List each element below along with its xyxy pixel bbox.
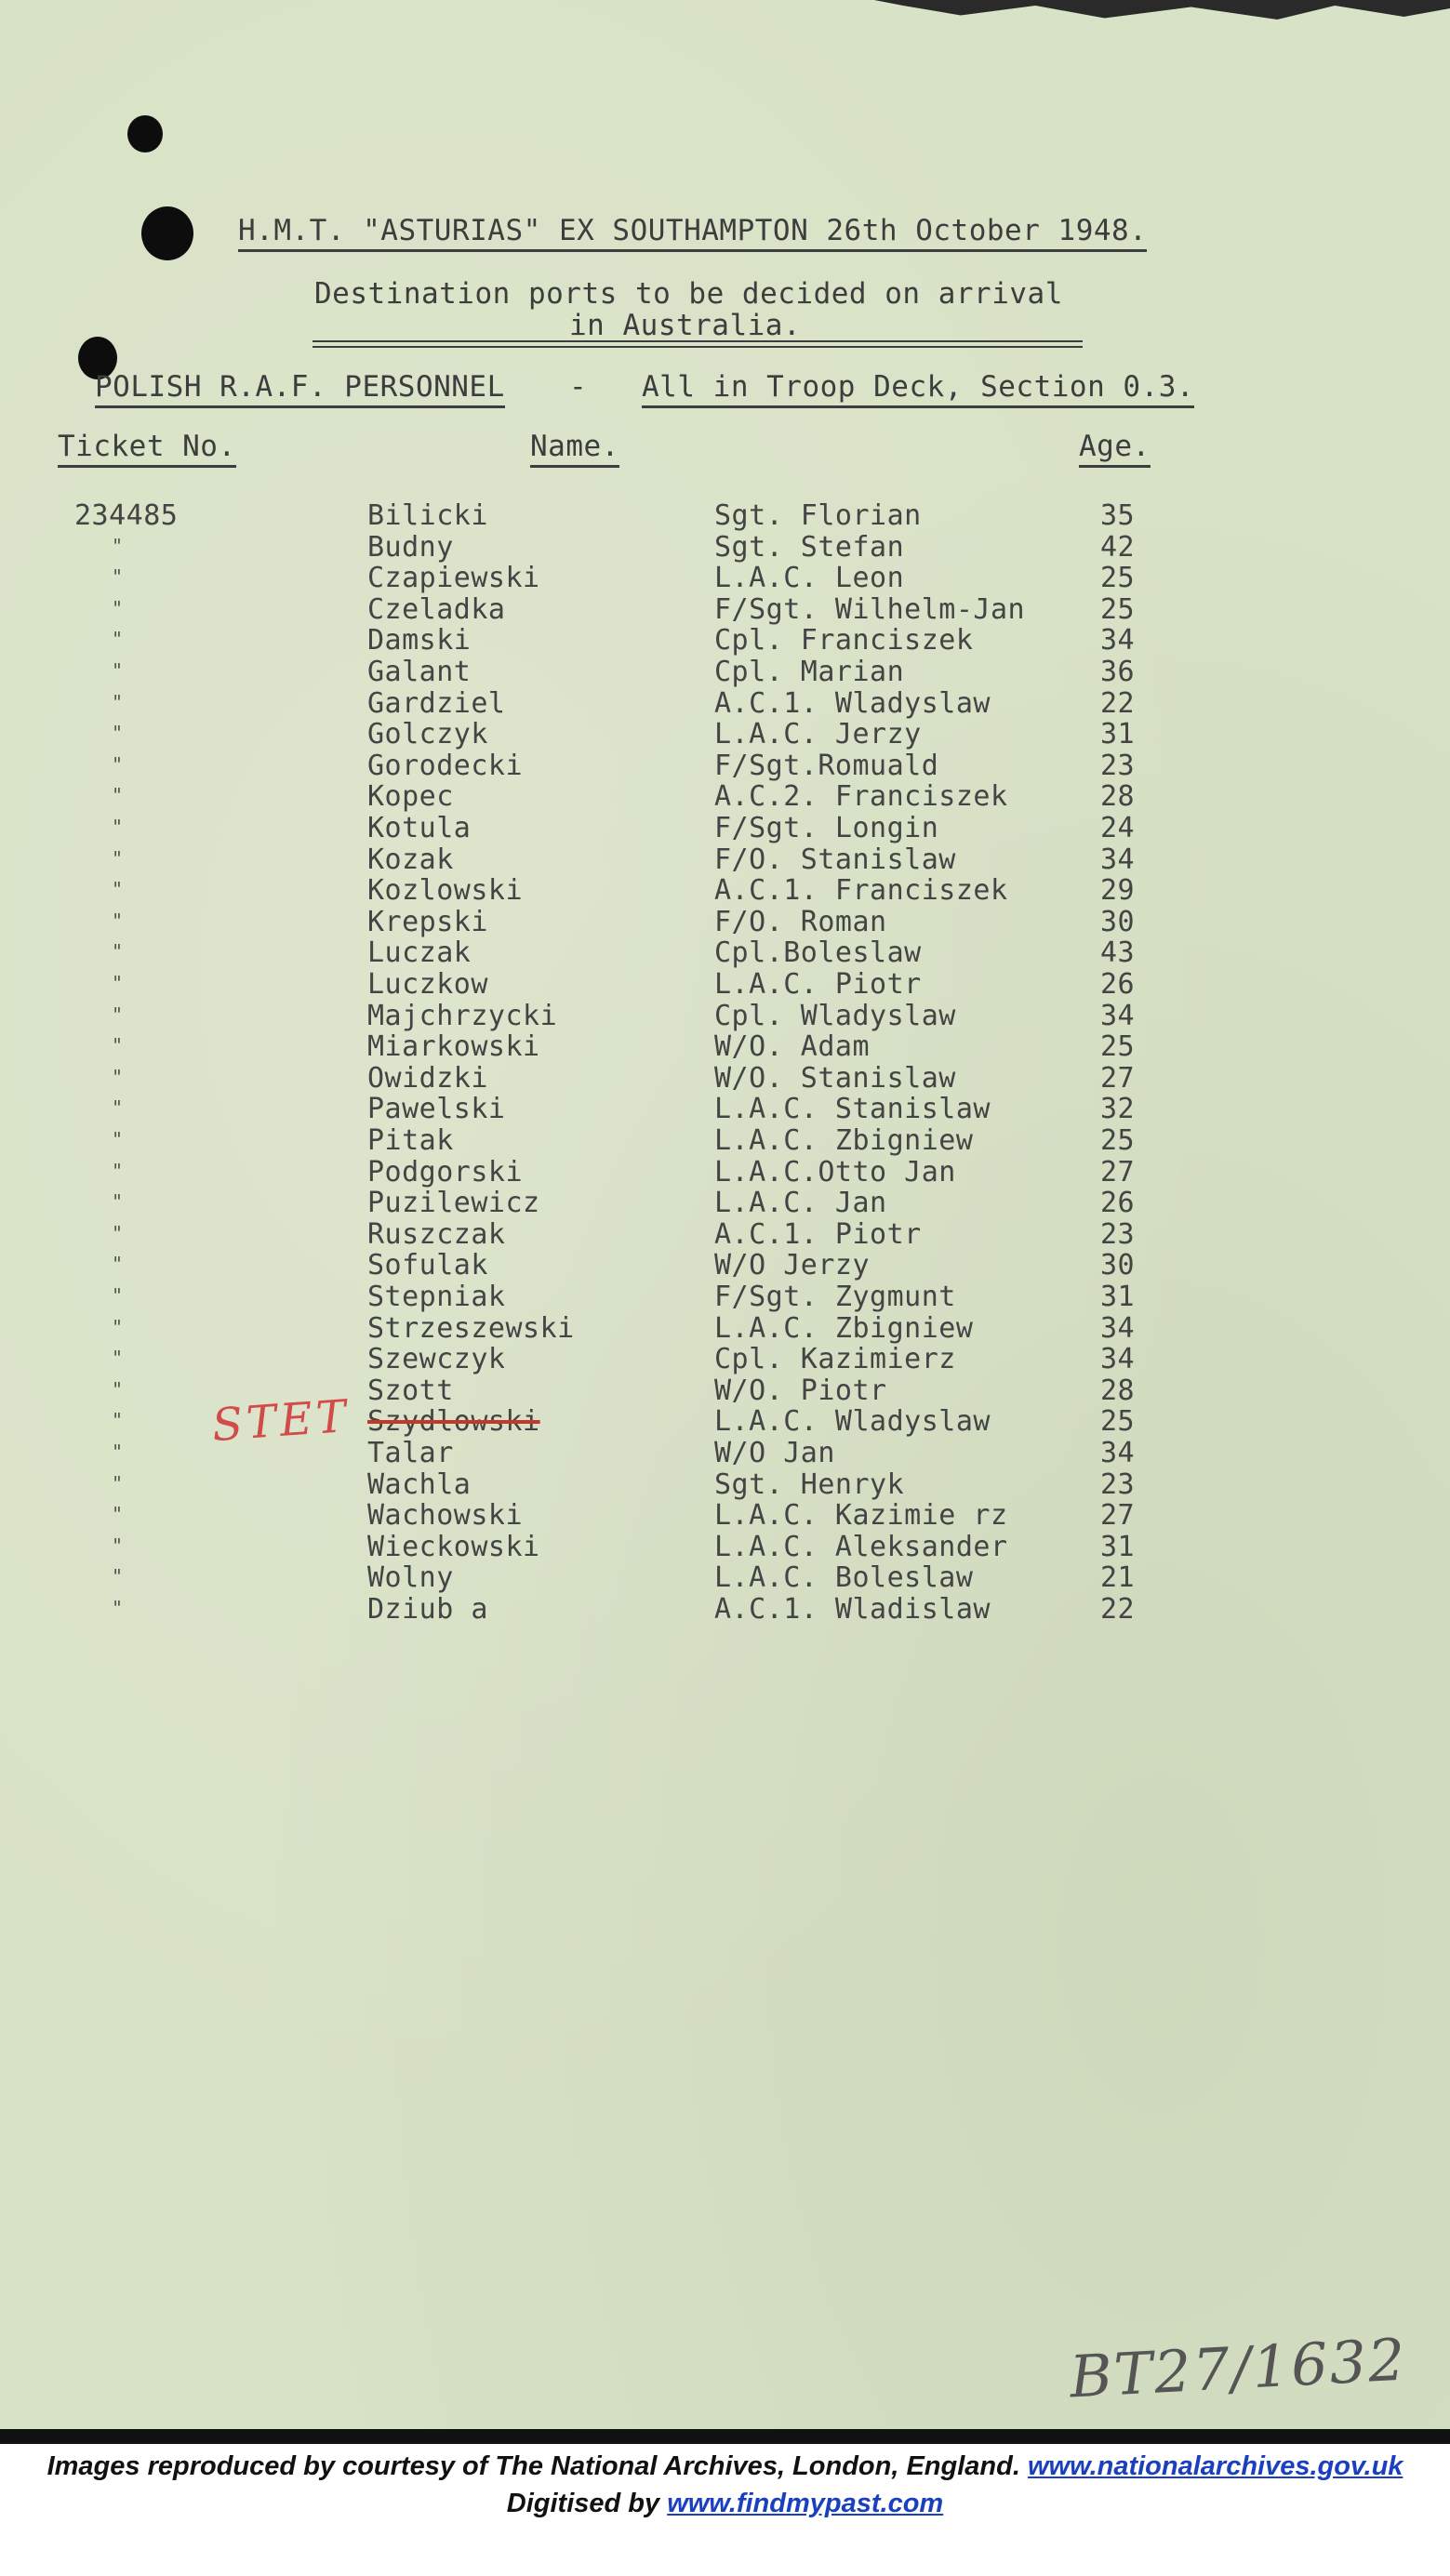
rank-and-given-name: F/Sgt.Romuald <box>714 749 939 782</box>
ditto-mark: " <box>112 1409 124 1432</box>
list-item <box>0 1561 1450 1595</box>
ditto-mark: " <box>112 1284 124 1307</box>
location-label: All in Troop Deck, Section 0.3. <box>642 370 1194 408</box>
rank-and-given-name: L.A.C. Zbigniew <box>714 1124 974 1157</box>
surname: Budny <box>367 530 454 564</box>
ditto-mark: " <box>112 534 124 557</box>
age: 27 <box>1100 1499 1136 1533</box>
age: 42 <box>1100 530 1136 564</box>
ditto-mark: " <box>112 1503 124 1526</box>
surname: Kozlowski <box>367 874 524 908</box>
surname: Puzilewicz <box>367 1187 540 1220</box>
list-item <box>0 1030 1450 1064</box>
age: 28 <box>1100 1374 1136 1407</box>
age: 25 <box>1100 1405 1136 1439</box>
list-item <box>0 843 1450 874</box>
rank-and-given-name: Cpl. Kazimierz <box>714 1343 956 1376</box>
ditto-mark: " <box>112 1471 124 1494</box>
rank-and-given-name: L.A.C. Stanislaw <box>714 1093 991 1126</box>
surname: Pawelski <box>367 1093 506 1126</box>
ditto-mark: " <box>112 816 124 838</box>
rank-and-given-name: Cpl. Marian <box>714 656 905 688</box>
surname: Sofulak <box>367 1249 488 1282</box>
surname: Luczak <box>367 936 472 970</box>
ditto-mark: " <box>112 752 124 776</box>
list-item <box>0 1468 1450 1499</box>
rank-and-given-name: W/O Jan <box>714 1437 835 1469</box>
ditto-mark: " <box>112 659 124 682</box>
ditto-mark: " <box>112 596 124 619</box>
age: 25 <box>1100 562 1136 595</box>
list-item <box>0 780 1450 814</box>
rank-and-given-name: Sgt. Stefan <box>714 530 905 564</box>
surname: Ruszczak <box>367 1217 506 1251</box>
surname: Gardziel <box>367 686 506 720</box>
rank-and-given-name: W/O. Adam <box>714 1030 871 1064</box>
group-dash: - <box>569 370 588 404</box>
age: 34 <box>1100 999 1136 1032</box>
list-item <box>0 1218 1450 1249</box>
age: 22 <box>1100 1593 1136 1626</box>
age: 23 <box>1100 749 1136 782</box>
age: 31 <box>1100 1530 1136 1563</box>
rank-and-given-name: F/O. Roman <box>714 905 887 938</box>
ditto-mark: " <box>112 940 124 963</box>
rank-and-given-name: A.C.1. Wladislaw <box>714 1593 991 1626</box>
rank-and-given-name: Cpl. Franciszek <box>714 624 974 657</box>
surname: Podgorski <box>367 1155 524 1188</box>
torn-edge <box>874 0 1450 28</box>
age: 25 <box>1100 1124 1136 1157</box>
surname: Szydlowski <box>367 1405 540 1439</box>
list-item <box>0 1343 1450 1374</box>
destination-line-2: in Australia. <box>569 309 802 342</box>
rank-and-given-name: L.A.C. Jan <box>714 1187 887 1220</box>
age: 27 <box>1100 1061 1136 1095</box>
list-item <box>0 1000 1450 1030</box>
ditto-mark: " <box>112 1597 124 1619</box>
age: 34 <box>1100 1343 1136 1376</box>
surname: Talar <box>367 1437 454 1469</box>
punch-hole-middle <box>141 206 193 260</box>
surname: Wachla <box>367 1467 472 1501</box>
surname: Golczyk <box>367 718 488 751</box>
rank-and-given-name: W/O. Piotr <box>714 1374 887 1407</box>
list-item <box>0 562 1450 595</box>
list-item <box>0 906 1450 936</box>
age: 31 <box>1100 1281 1136 1313</box>
rank-and-given-name: F/O. Stanislaw <box>714 843 956 876</box>
ditto-mark: " <box>112 846 124 870</box>
rank-and-given-name: F/Sgt. Wilhelm-Jan <box>714 592 1026 626</box>
list-item <box>0 1093 1450 1126</box>
rank-and-given-name: L.A.C. Wladyslaw <box>714 1405 991 1439</box>
ditto-mark: " <box>112 1096 124 1120</box>
age: 21 <box>1100 1561 1136 1595</box>
ditto-mark: " <box>112 1159 124 1182</box>
footer-credit: Images reproduced by courtesy of The National Archives, London, England. <box>47 2451 1020 2481</box>
ditto-mark: " <box>112 565 124 589</box>
stet-annotation: STET <box>210 1389 352 1453</box>
surname: Krepski <box>367 905 488 938</box>
age: 26 <box>1100 1187 1136 1220</box>
surname: Galant <box>367 656 472 688</box>
ditto-mark: " <box>112 1034 124 1057</box>
rank-and-given-name: Cpl. Wladyslaw <box>714 999 956 1032</box>
age: 35 <box>1100 499 1136 532</box>
rank-and-given-name: L.A.C. Leon <box>714 562 905 595</box>
age: 32 <box>1100 1093 1136 1126</box>
list-item <box>0 687 1450 718</box>
surname: Luczkow <box>367 968 488 1001</box>
surname: Bilicki <box>367 499 488 532</box>
surname: Strzeszewski <box>367 1311 575 1345</box>
surname: Stepniak <box>367 1281 506 1313</box>
age: 29 <box>1100 874 1136 908</box>
list-item <box>0 1187 1450 1220</box>
ditto-mark: " <box>112 909 124 932</box>
surname: Owidzki <box>367 1061 488 1095</box>
age: 26 <box>1100 968 1136 1001</box>
surname: Wachowski <box>367 1499 524 1533</box>
surname: Pitak <box>367 1124 454 1157</box>
ditto-mark: " <box>112 690 124 713</box>
ditto-mark: " <box>112 1565 124 1588</box>
ditto-mark: " <box>112 628 124 651</box>
age: 34 <box>1100 624 1136 657</box>
ditto-mark: " <box>112 1003 124 1026</box>
ditto-mark: " <box>112 722 124 745</box>
surname: Czeladka <box>367 592 506 626</box>
list-item <box>0 1281 1450 1311</box>
age: 36 <box>1100 656 1136 688</box>
surname: Kotula <box>367 812 472 844</box>
list-item <box>0 812 1450 843</box>
destination-underline-2 <box>313 346 1083 348</box>
column-header-age: Age. <box>1079 430 1151 468</box>
list-item <box>0 1062 1450 1093</box>
list-item <box>0 1499 1450 1533</box>
age: 34 <box>1100 843 1136 876</box>
ditto-mark: " <box>112 1065 124 1088</box>
rank-and-given-name: A.C.2. Franciszek <box>714 780 1008 814</box>
surname: Miarkowski <box>367 1030 540 1064</box>
surname: Kozak <box>367 843 454 876</box>
rank-and-given-name: L.A.C. Boleslaw <box>714 1561 974 1595</box>
surname: Dziub a <box>367 1593 488 1626</box>
scan-edge <box>0 2429 1450 2444</box>
surname: Damski <box>367 624 472 657</box>
ticket-number: 234485 <box>74 499 179 532</box>
list-item <box>0 531 1450 562</box>
list-item <box>0 936 1450 970</box>
list-item <box>0 656 1450 686</box>
rank-and-given-name: L.A.C. Kazimie rz <box>714 1499 1008 1533</box>
ditto-mark: " <box>112 1347 124 1370</box>
surname: Czapiewski <box>367 562 540 595</box>
age: 25 <box>1100 1030 1136 1064</box>
list-item <box>0 1312 1450 1343</box>
rank-and-given-name: A.C.1. Franciszek <box>714 874 1008 908</box>
ditto-mark: " <box>112 1221 124 1244</box>
footer-digitised: Digitised by <box>506 2489 660 2518</box>
surname: Szott <box>367 1374 454 1407</box>
rank-and-given-name: L.A.C. Jerzy <box>714 718 922 751</box>
age: 24 <box>1100 812 1136 844</box>
rank-and-given-name: L.A.C. Piotr <box>714 968 922 1001</box>
rank-and-given-name: F/Sgt. Longin <box>714 812 939 844</box>
national-archives-link[interactable]: www.nationalarchives.gov.uk <box>1027 2451 1403 2481</box>
list-item <box>0 1531 1450 1561</box>
ditto-mark: " <box>112 1441 124 1463</box>
rank-and-given-name: W/O Jerzy <box>714 1249 871 1282</box>
ditto-mark: " <box>112 1128 124 1150</box>
list-item <box>0 1249 1450 1280</box>
age: 30 <box>1100 1249 1136 1282</box>
rank-and-given-name: Sgt. Henryk <box>714 1467 905 1501</box>
rank-and-given-name: Sgt. Florian <box>714 499 922 532</box>
ditto-mark: " <box>112 1253 124 1276</box>
age: 23 <box>1100 1467 1136 1501</box>
age: 23 <box>1100 1217 1136 1251</box>
list-item <box>0 1156 1450 1187</box>
ditto-mark: " <box>112 1315 124 1338</box>
destination-underline <box>313 340 1083 342</box>
age: 34 <box>1100 1437 1136 1469</box>
ditto-mark: " <box>112 1534 124 1557</box>
rank-and-given-name: A.C.1. Wladyslaw <box>714 686 991 720</box>
surname: Szewczyk <box>367 1343 506 1376</box>
age: 28 <box>1100 780 1136 814</box>
footer-line-1 <box>0 2451 1450 2482</box>
list-item <box>0 499 1450 530</box>
age: 31 <box>1100 718 1136 751</box>
rank-and-given-name: Cpl.Boleslaw <box>714 936 922 970</box>
list-item <box>0 968 1450 999</box>
age: 34 <box>1100 1311 1136 1345</box>
rank-and-given-name: L.A.C. Aleksander <box>714 1530 1008 1563</box>
ditto-mark: " <box>112 972 124 994</box>
findmypast-link[interactable]: www.findmypast.com <box>667 2489 944 2518</box>
group-label: POLISH R.A.F. PERSONNEL <box>95 370 505 408</box>
destination-line-1: Destination ports to be decided on arrival <box>314 277 1063 311</box>
footer-line-2 <box>0 2489 1450 2519</box>
ditto-mark: " <box>112 784 124 807</box>
age: 22 <box>1100 686 1136 720</box>
surname: Wolny <box>367 1561 454 1595</box>
ditto-mark: " <box>112 1190 124 1214</box>
rank-and-given-name: L.A.C. Zbigniew <box>714 1311 974 1345</box>
surname: Gorodecki <box>367 749 524 782</box>
column-header-ticket: Ticket No. <box>58 430 236 468</box>
surname: Kopec <box>367 780 454 814</box>
punch-hole-top <box>127 115 163 153</box>
list-item <box>0 1124 1450 1155</box>
surname: Majchrzycki <box>367 999 558 1032</box>
list-item <box>0 874 1450 908</box>
ditto-mark: " <box>112 878 124 901</box>
list-item <box>0 750 1450 780</box>
page-title: H.M.T. "ASTURIAS" EX SOUTHAMPTON 26th October 1948. <box>238 214 1147 252</box>
list-item <box>0 624 1450 655</box>
archive-reference: BT27/1632 <box>1068 2325 1409 2411</box>
rank-and-given-name: W/O. Stanislaw <box>714 1061 956 1095</box>
age: 30 <box>1100 905 1136 938</box>
list-item <box>0 593 1450 624</box>
age: 27 <box>1100 1155 1136 1188</box>
rank-and-given-name: F/Sgt. Zygmunt <box>714 1281 956 1313</box>
surname: Wieckowski <box>367 1530 540 1563</box>
rank-and-given-name: A.C.1. Piotr <box>714 1217 922 1251</box>
ditto-mark: " <box>112 1377 124 1401</box>
column-header-name: Name. <box>530 430 619 468</box>
rank-and-given-name: L.A.C.Otto Jan <box>714 1155 956 1188</box>
age: 25 <box>1100 592 1136 626</box>
age: 43 <box>1100 936 1136 970</box>
list-item <box>0 1593 1450 1624</box>
list-item <box>0 718 1450 749</box>
